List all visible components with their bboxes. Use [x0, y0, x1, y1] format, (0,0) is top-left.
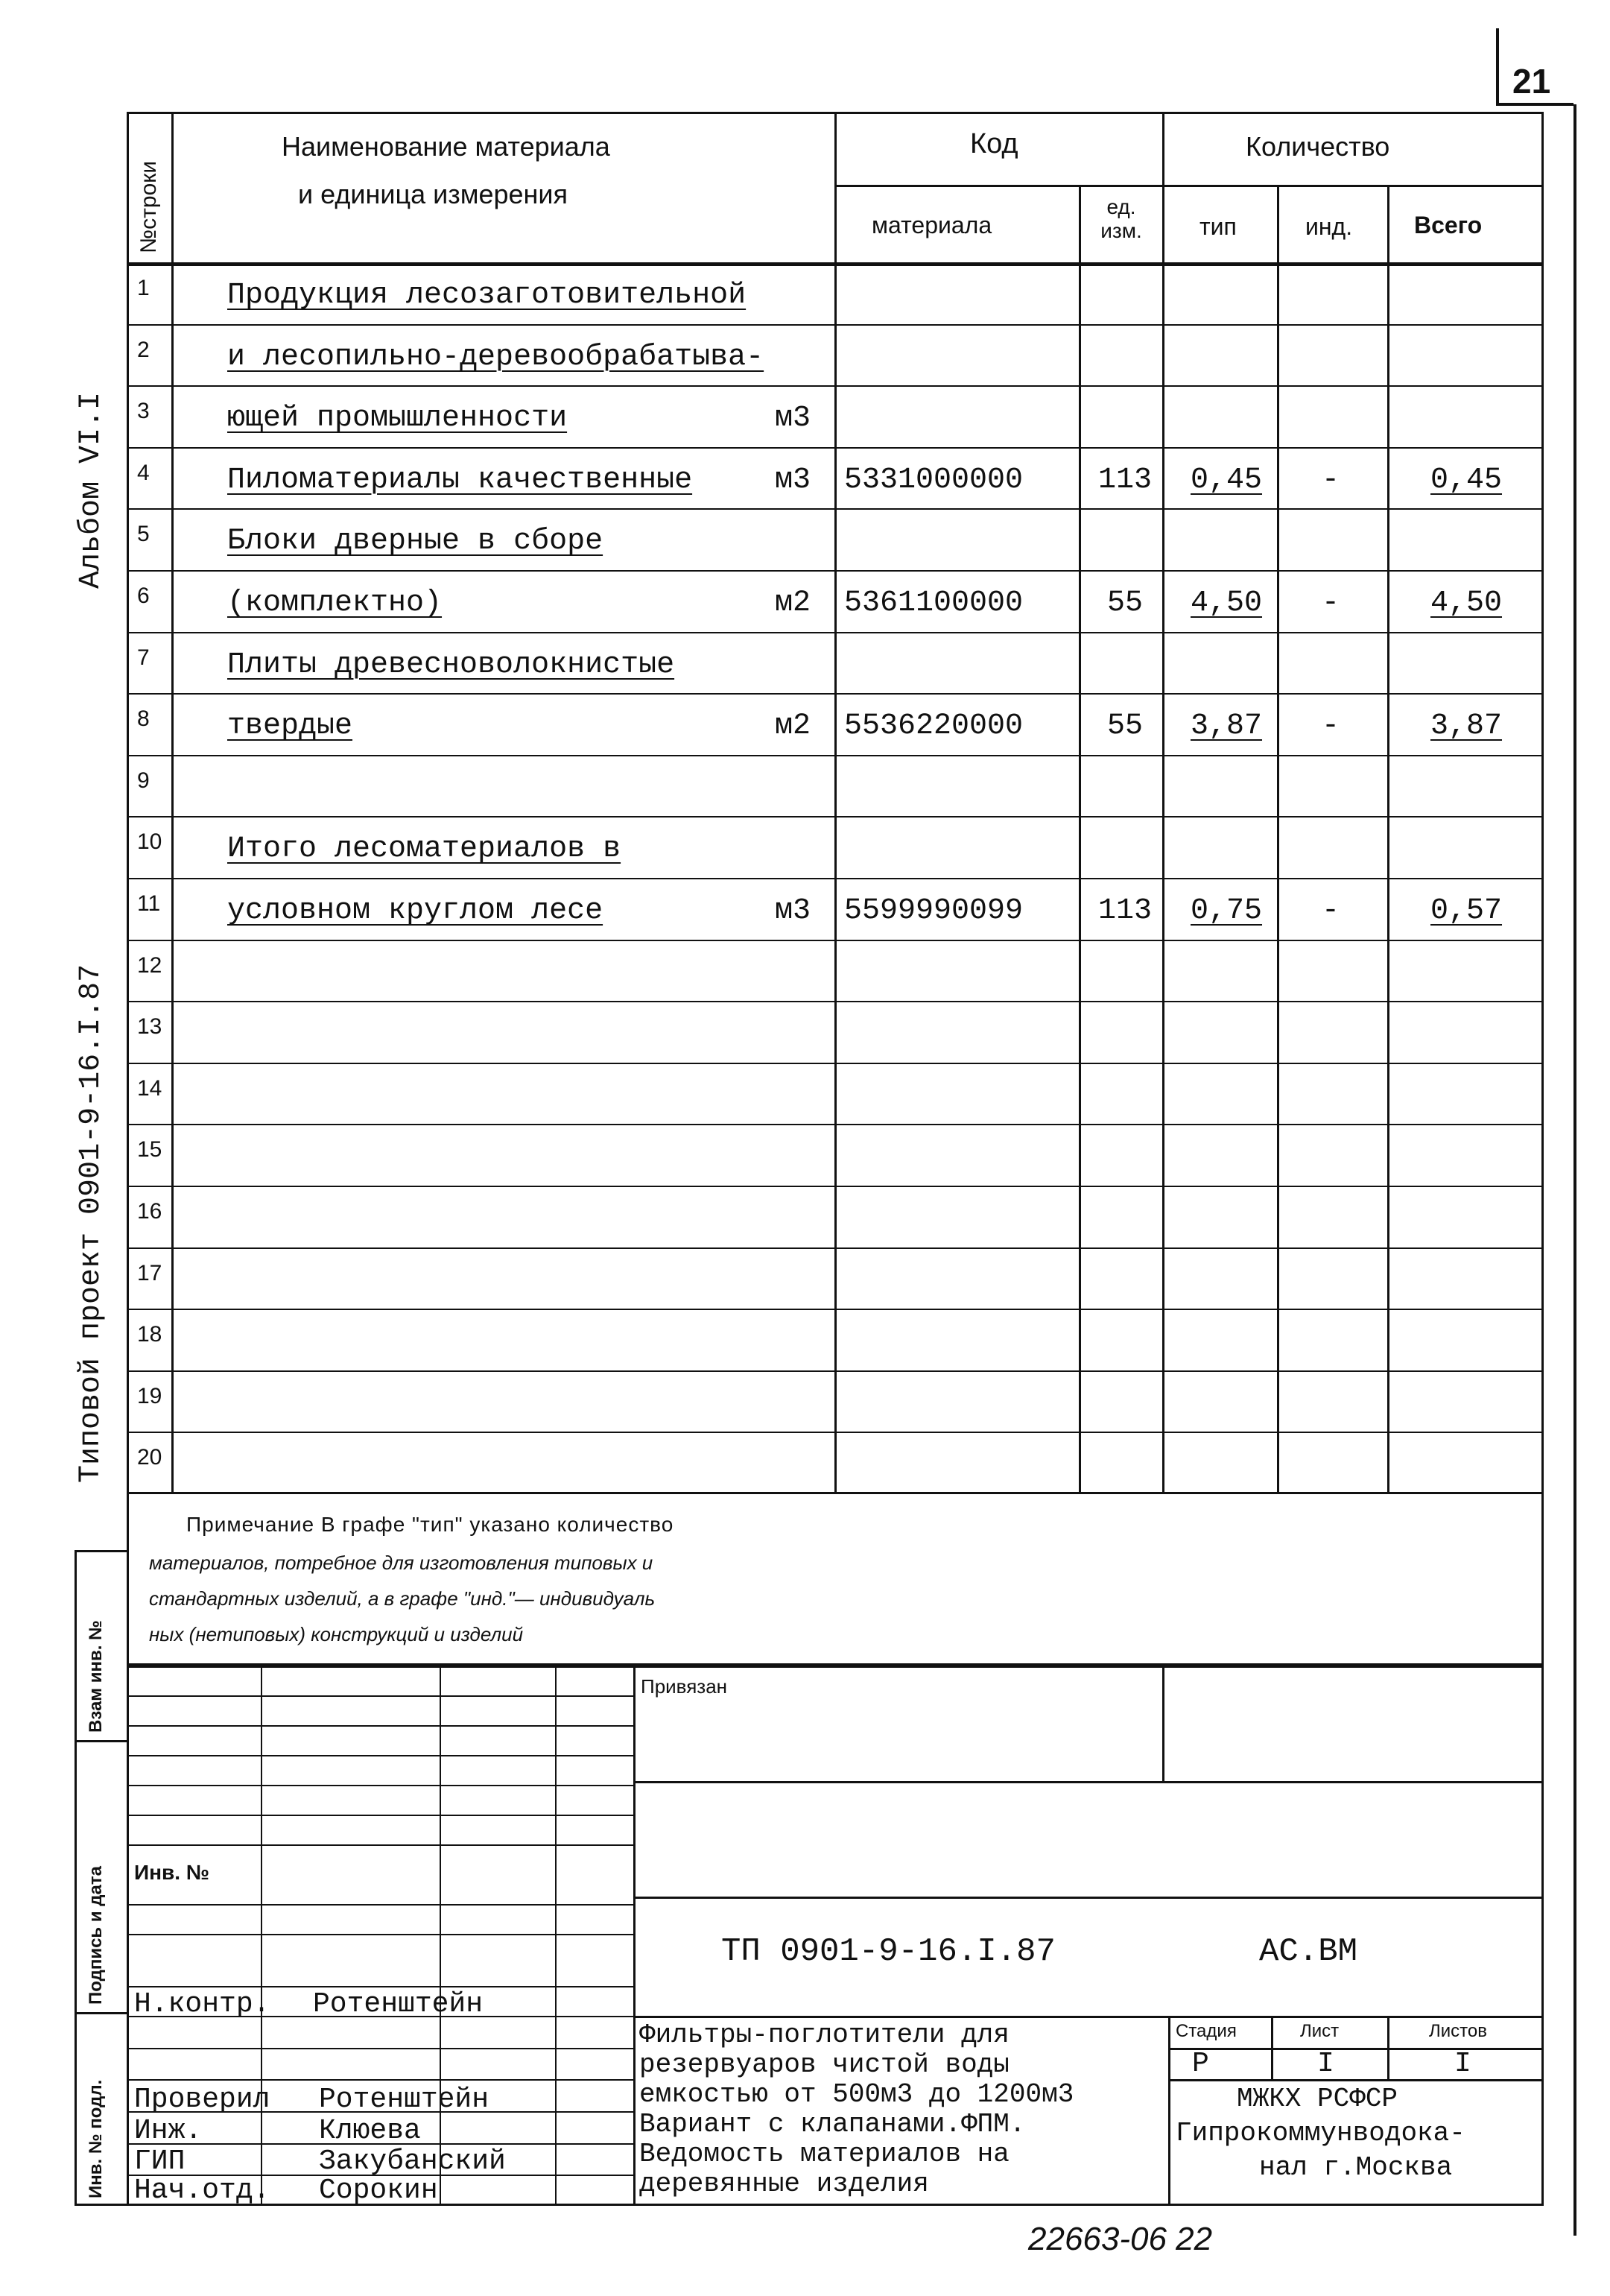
- row-ucode: 113: [1097, 463, 1152, 497]
- margin-divider-1: [75, 1740, 127, 1742]
- row-line: [127, 324, 1544, 326]
- header-sub-line: [834, 185, 1544, 187]
- signature-role: Нач.отд.: [134, 2175, 270, 2207]
- row-unit: м3: [775, 402, 811, 436]
- row-number: 1: [137, 276, 150, 300]
- row-tip: 4,50: [1191, 586, 1263, 620]
- row-code: 5536220000: [844, 709, 1024, 744]
- signature-grid-line: [127, 2079, 633, 2081]
- title-line: деревянные изделия: [639, 2169, 929, 2199]
- row-line: [127, 1124, 1544, 1125]
- signature-grid-line: [127, 1755, 633, 1756]
- row-line: [127, 1370, 1544, 1372]
- row-name: Плиты древесноволокнистые: [227, 648, 675, 682]
- row-number: 7: [137, 645, 150, 670]
- tb-grid-v3: [555, 1666, 557, 2206]
- header-code-unit: ед. изм.: [1100, 195, 1142, 242]
- title-line: Ведомость материалов на: [639, 2139, 1010, 2169]
- stage-label: Стадия: [1176, 2021, 1237, 2041]
- signature-grid-line: [127, 1844, 633, 1846]
- row-number: 6: [137, 584, 150, 608]
- row-name: Блоки дверные в сборе: [227, 525, 603, 559]
- note-line3: стандартных изделий, а в графе "инд."— индивидуаль: [149, 1587, 656, 1610]
- note-line1: Примечание В графе "тип" указано количество: [186, 1513, 674, 1536]
- row-line: [127, 508, 1544, 510]
- title-line: Фильтры-поглотители для: [639, 2020, 1010, 2050]
- footer-number: 22663-06 22: [1028, 2221, 1213, 2257]
- signature-name: Закубанский: [319, 2145, 506, 2178]
- org-line2: Гипрокоммунводока-: [1176, 2118, 1465, 2148]
- header-qty-total: Всего: [1414, 212, 1483, 238]
- row-number: 19: [137, 1383, 162, 1408]
- signature-role: Н.контр.: [134, 1988, 270, 2020]
- row-code: 5361100000: [844, 586, 1024, 620]
- tb-sheets-divider: [1387, 2016, 1389, 2079]
- sheets-label: Листов: [1429, 2021, 1487, 2041]
- row-code: 5599990099: [844, 894, 1024, 928]
- row-name: Итого лесоматериалов в: [227, 832, 621, 867]
- row-line: [127, 447, 1544, 449]
- row-ucode: 55: [1106, 709, 1143, 744]
- row-ind: -: [1322, 463, 1340, 497]
- org-line1: МЖКХ РСФСР: [1237, 2084, 1398, 2114]
- inv-no-label: Инв. №: [134, 1861, 210, 1884]
- row-number: 13: [137, 1014, 162, 1040]
- row-tip: 0,45: [1191, 463, 1263, 497]
- signature-grid-line: [127, 1785, 633, 1786]
- margin-podpis: Подпись и дата: [86, 1866, 106, 2005]
- tb-privyazan-divider: [1162, 1666, 1164, 1781]
- row-name: твердые: [227, 709, 353, 744]
- signature-role: ГИП: [134, 2145, 186, 2178]
- tb-stage-bottom: [1168, 2079, 1544, 2081]
- row-unit: м3: [775, 463, 811, 497]
- col-divider-name: [834, 112, 837, 1494]
- row-line: [127, 1001, 1544, 1002]
- signature-grid-line: [127, 1695, 633, 1697]
- signature-grid-line: [127, 1934, 633, 1935]
- row-name: Пиломатериалы качественные: [227, 463, 693, 497]
- row-line: [127, 878, 1544, 879]
- note-line4: ных (нетиповых) конструкций и изделий: [149, 1623, 524, 1645]
- doc-mark: АС.ВМ: [1259, 1933, 1358, 1970]
- sheet-number: 21: [1512, 62, 1551, 101]
- tb-privyazan-bottom: [633, 1781, 1544, 1783]
- row-number: 8: [137, 706, 150, 732]
- row-line: [127, 1247, 1544, 1249]
- row-number: 10: [137, 829, 162, 855]
- project-label: Типовой проект 0901-9-16.I.87: [75, 964, 108, 1483]
- org-line3: нал г.Москва: [1259, 2152, 1453, 2183]
- row-name: и лесопильно-деревообрабатыва-: [227, 340, 764, 374]
- header-name-line1: Наименование материала: [282, 131, 610, 162]
- margin-inv-podl: Инв. № подл.: [86, 2079, 106, 2198]
- row-number: 12: [137, 952, 162, 978]
- row-line: [127, 385, 1544, 387]
- row-line: [127, 1309, 1544, 1310]
- signature-grid-line: [127, 1815, 633, 1816]
- tb-sheet-divider: [1271, 2016, 1273, 2079]
- title-line: емкостью от 500м3 до 1200м3: [639, 2079, 1074, 2110]
- col-divider-tip: [1277, 185, 1279, 1494]
- row-number: 2: [137, 337, 150, 362]
- row-name: условном круглом лесе: [227, 894, 603, 928]
- col-divider-unit: [1162, 112, 1164, 1494]
- tb-left-divider: [633, 1666, 636, 2206]
- row-number: 9: [137, 768, 150, 793]
- row-line: [127, 1186, 1544, 1187]
- row-total: 0,57: [1430, 894, 1503, 928]
- signature-grid-line: [127, 1986, 633, 1987]
- margin-divider-2: [75, 2012, 127, 2014]
- header-code: Код: [970, 128, 1018, 159]
- row-total: 4,50: [1430, 586, 1503, 620]
- row-name: Продукция лесозаготовительной: [227, 279, 747, 312]
- tb-code-top: [633, 1897, 1544, 1899]
- row-number: 14: [137, 1075, 162, 1101]
- row-code: 5331000000: [844, 463, 1024, 497]
- row-number: 15: [137, 1137, 162, 1163]
- header-row-no: №строки: [136, 160, 161, 253]
- signature-name: Клюева: [319, 2115, 421, 2147]
- row-line: [127, 940, 1544, 941]
- tb-grid-v2: [440, 1666, 441, 2206]
- row-line: [127, 816, 1544, 817]
- row-line: [127, 693, 1544, 695]
- row-line: [127, 570, 1544, 572]
- stage-value: Р: [1192, 2048, 1209, 2080]
- row-ind: -: [1322, 586, 1340, 620]
- row-number: 3: [137, 399, 150, 424]
- sheet-label: Лист: [1300, 2021, 1340, 2041]
- privyazan-label: Привязан: [641, 1675, 728, 1698]
- tb-stage-mid: [1168, 2048, 1544, 2050]
- row-number: 11: [137, 891, 161, 916]
- col-divider-ind: [1387, 185, 1389, 1494]
- title-line: Вариант с клапанами.ФПМ.: [639, 2109, 1026, 2140]
- header-code-material: материала: [872, 212, 992, 238]
- row-name: (комплектно): [227, 586, 443, 620]
- row-total: 0,45: [1430, 463, 1503, 497]
- row-number: 20: [137, 1445, 162, 1470]
- row-number: 4: [137, 460, 150, 485]
- album-label: Альбом VI.I: [75, 391, 108, 589]
- col-divider-code: [1079, 185, 1081, 1494]
- signature-grid-line: [127, 1904, 633, 1906]
- row-number: 18: [137, 1322, 162, 1347]
- row-ind: -: [1322, 894, 1340, 928]
- row-line: [127, 1432, 1544, 1433]
- row-unit: м2: [775, 586, 811, 620]
- header-qty-ind: инд.: [1305, 213, 1353, 240]
- tb-top-line: [127, 1666, 1544, 1668]
- header-qty-type: тип: [1199, 213, 1237, 240]
- sheet-value: I: [1317, 2048, 1334, 2080]
- title-line: резервуаров чистой воды: [639, 2049, 1010, 2080]
- sheets-value: I: [1454, 2048, 1471, 2080]
- row-number: 17: [137, 1260, 162, 1285]
- row-name: ющей промышленности: [227, 402, 568, 436]
- row-number: 5: [137, 522, 150, 547]
- binding-edge: [1573, 104, 1576, 2236]
- signature-name: Ротенштейн: [319, 2084, 489, 2116]
- header-name-line2: и единица измерения: [298, 179, 568, 209]
- signature-name: Ротенштейн: [313, 1988, 484, 2020]
- signature-role: Инж.: [134, 2115, 203, 2147]
- row-ind: -: [1322, 709, 1340, 744]
- col-divider-no: [171, 112, 174, 1494]
- row-number: 16: [137, 1199, 162, 1224]
- signature-grid-line: [127, 2048, 633, 2049]
- tb-code-bottom: [633, 2016, 1544, 2018]
- note-line2: материалов, потребное для изготовления типовых и: [149, 1552, 653, 1574]
- doc-code: ТП 0901-9-16.I.87: [721, 1933, 1056, 1970]
- header-quantity: Количество: [1246, 131, 1390, 162]
- signature-grid-line: [127, 1725, 633, 1727]
- row-ucode: 55: [1106, 586, 1143, 620]
- row-total: 3,87: [1430, 709, 1503, 744]
- row-ucode: 113: [1097, 894, 1152, 928]
- row-unit: м2: [775, 709, 811, 744]
- margin-vzam: Взам инв. №: [86, 1620, 106, 1733]
- row-tip: 0,75: [1191, 894, 1263, 928]
- row-line: [127, 1063, 1544, 1064]
- tb-stage-divider: [1168, 2016, 1170, 2206]
- row-tip: 3,87: [1191, 709, 1263, 744]
- row-line: [127, 755, 1544, 756]
- row-unit: м3: [775, 894, 811, 928]
- signature-role: Проверил: [134, 2084, 270, 2116]
- row-line: [127, 632, 1544, 633]
- signature-name: Сорокин: [319, 2175, 438, 2207]
- tb-grid-v1: [261, 1666, 262, 2206]
